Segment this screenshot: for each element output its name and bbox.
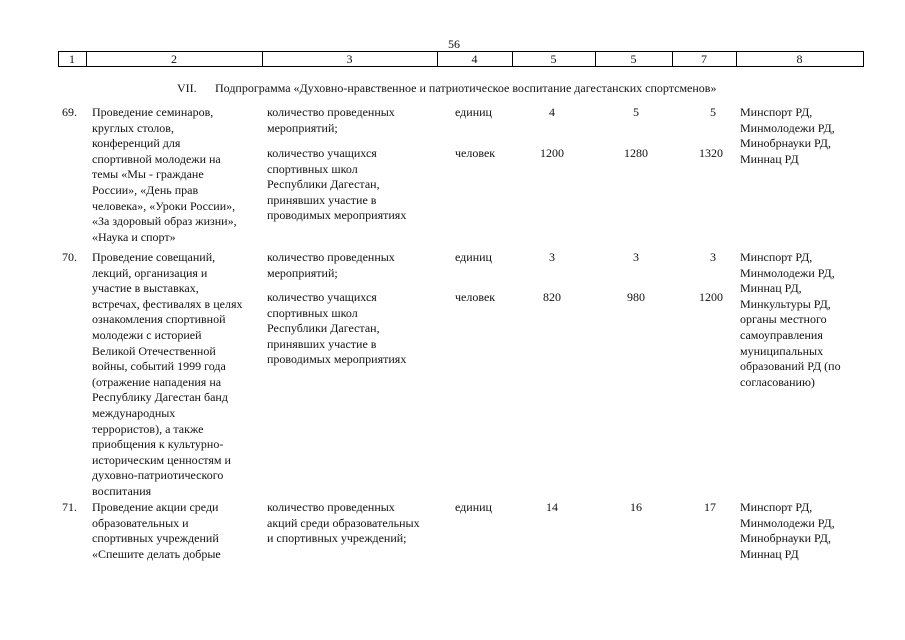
header-col-2: 2 (171, 52, 177, 66)
indicator-name: количество учащихся спортивных школ Республики Дагестан, принявших участие в проводимых мероприятиях (267, 146, 407, 223)
indicator-value-3: 17 (704, 500, 716, 514)
indicator-value-3: 1200 (699, 290, 723, 304)
header-col-4: 4 (471, 52, 478, 66)
header-divider (863, 51, 864, 67)
header-col-8: 8 (796, 52, 803, 66)
indicator-value-2: 1280 (624, 146, 648, 160)
header-col-3: 3 (346, 52, 353, 66)
indicator-value-2: 980 (627, 290, 645, 304)
indicator-value-2: 5 (633, 105, 639, 119)
indicator-name: количество проведенных мероприятий; (267, 250, 395, 280)
indicator-unit: единиц (455, 500, 492, 514)
header-col-5: 5 (550, 52, 557, 66)
row-executors: Минспорт РД, Минмолодежи РД, Миннац РД, Минкультуры РД, органы местного самоуправления муниципальных образований РД (по согласованию) (740, 250, 841, 389)
event-description: Проведение акции среди образовательных и спортивных учреждений «Спешите делать добрые (92, 500, 221, 561)
indicator-value-1: 14 (546, 500, 558, 514)
event-description: Проведение совещаний, лекций, организация и участие в выставках, встречах, фестивалях в целях ознакомления спортивной молодежи с историей Великой Отечественной войны, событий 1999 года (отражение нападения на Республику Дагестан банд международных террористов), а также приобщения к культурно- историческим ценностям и духовно-патриотического воспитания (92, 250, 243, 498)
header-col-7: 7 (701, 52, 707, 66)
indicator-name: количество проведенных мероприятий; (267, 105, 395, 135)
indicator-name: количество проведенных акций среди образовательных и спортивных учреждений; (267, 500, 420, 546)
indicator-value-1: 4 (549, 105, 555, 119)
header-col-6: 5 (630, 52, 637, 66)
indicator-unit: человек (455, 146, 496, 160)
indicator-value-2: 3 (633, 250, 639, 264)
indicator-value-1: 820 (543, 290, 561, 304)
indicator-value-3: 5 (710, 105, 716, 119)
header-col-1: 1 (69, 52, 75, 66)
indicator-unit: единиц (455, 105, 492, 119)
row-executors: Минспорт РД, Минмолодежи РД, Минобрнауки РД, Миннац РД (740, 500, 835, 561)
indicator-value-3: 1320 (699, 146, 723, 160)
indicator-value-2: 16 (630, 500, 642, 514)
page-number: 56 (448, 37, 460, 51)
row-executors: Минспорт РД, Минмолодежи РД, Минобрнауки РД, Миннац РД (740, 105, 835, 166)
indicator-value-3: 3 (710, 250, 716, 264)
row-number: 69. (62, 105, 77, 119)
event-description: Проведение семинаров, круглых столов, конференций для спортивной молодежи на темы «Мы - граждане России», «День прав человека», «Уроки России», «За здоровый образ жизни», «Наука и спорт» (92, 105, 237, 244)
section-number: VII. (177, 81, 197, 95)
indicator-unit: человек (455, 290, 496, 304)
row-number: 71. (62, 500, 77, 514)
indicator-value-1: 1200 (540, 146, 564, 160)
row-number: 70. (62, 250, 77, 264)
indicator-unit: единиц (455, 250, 492, 264)
section-title: Подпрограмма «Духовно-нравственное и патриотическое воспитание дагестанских спортсменов» (215, 81, 717, 95)
indicator-value-1: 3 (549, 250, 555, 264)
indicator-name: количество учащихся спортивных школ Республики Дагестан, принявших участие в проводимых мероприятиях (267, 290, 407, 367)
